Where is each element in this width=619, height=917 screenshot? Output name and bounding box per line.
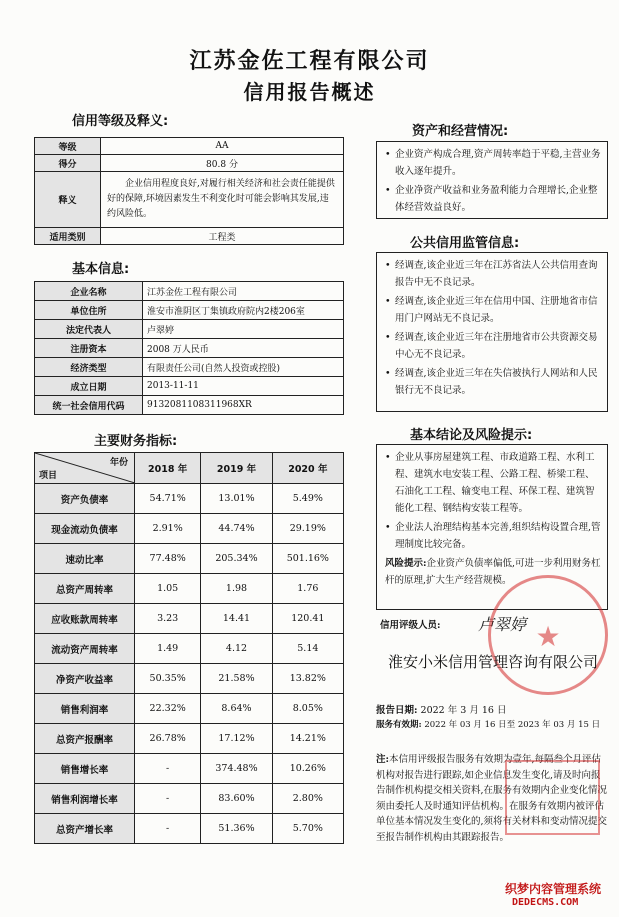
basic-value: 有限责任公司(自然人投资或控股) bbox=[143, 358, 344, 377]
note-text: 本信用评级报告服务有效期为壹年,每隔叁个月评估机构对报告进行跟踪,如企业信息发生变化,请及时向报告制作机构提交相关资料,在服务有效期内企业变化情况须由委托人及时通知评估机构。在服务有效期内被评估单位基本情况发生变化的,须将有关材料和变动情况提交至报告制作机构由其跟踪报告。 bbox=[376, 754, 608, 843]
finance-rows bbox=[35, 484, 344, 844]
finance-row bbox=[35, 754, 344, 784]
basic-value: 卢翠婷 bbox=[143, 320, 344, 339]
report-date-value: 2022 年 3 月 16 日 bbox=[420, 705, 507, 716]
basic-label: 成立日期 bbox=[35, 377, 143, 396]
finance-value: 1.49 bbox=[135, 634, 201, 664]
finance-value: 22.32% bbox=[135, 694, 201, 724]
finance-value: 50.35% bbox=[135, 664, 201, 694]
finance-value: 44.74% bbox=[201, 514, 272, 544]
basic-label: 企业名称 bbox=[35, 282, 143, 301]
credit-section-title: 信用等级及释义: bbox=[72, 114, 169, 129]
finance-value: 5.70% bbox=[272, 814, 343, 844]
finance-value: 5.49% bbox=[272, 484, 343, 514]
finance-row bbox=[35, 694, 344, 724]
finance-row bbox=[35, 544, 344, 574]
risk-text: 企业资产负债率偏低,可进一步利用财务杠杆的原理,扩大生产经营规模。 bbox=[385, 558, 601, 586]
valid-period-value: 2022 年 03 月 16 日至 2023 年 03 月 15 日 bbox=[424, 720, 601, 730]
finance-value: 1.05 bbox=[135, 574, 201, 604]
finance-value: 8.64% bbox=[201, 694, 272, 724]
finance-row bbox=[35, 634, 344, 664]
finance-value: 17.12% bbox=[201, 724, 272, 754]
finance-value: 54.71% bbox=[135, 484, 201, 514]
basic-value: 淮安市淮阴区丁集镇政府院内2楼206室 bbox=[143, 301, 344, 320]
finance-value: 29.19% bbox=[272, 514, 343, 544]
assets-item: • 企业资产构成合理,资产周转率趋于平稳,主营业务收入逐年提升。 bbox=[385, 146, 601, 180]
finance-value: 13.82% bbox=[272, 664, 343, 694]
rating-organization: 淮安小米信用管理咨询有限公司 bbox=[387, 653, 598, 671]
finance-value: - bbox=[135, 754, 201, 784]
finance-value: 120.41 bbox=[272, 604, 343, 634]
finance-row-label: 应收账款周转率 bbox=[35, 604, 135, 634]
assets-box bbox=[376, 141, 608, 219]
finance-value: 26.78% bbox=[135, 724, 201, 754]
basic-info-table bbox=[34, 281, 344, 415]
finance-value: 374.48% bbox=[201, 754, 272, 784]
assets-item: • 企业净资产收益和业务盈利能力合理增长,企业整体经营效益良好。 bbox=[385, 182, 601, 216]
company-title: 江苏金佐工程有限公司 bbox=[189, 49, 430, 74]
finance-row bbox=[35, 484, 344, 514]
basic-value: 9132081108311968XR bbox=[143, 396, 344, 415]
basic-label: 法定代表人 bbox=[35, 320, 143, 339]
finance-value: 14.41 bbox=[201, 604, 272, 634]
company-stamp bbox=[488, 575, 608, 695]
report-date-label: 报告日期: bbox=[376, 705, 418, 716]
finance-value: 8.05% bbox=[272, 694, 343, 724]
credit-meaning-label: 释义 bbox=[35, 172, 101, 228]
credit-grade-label: 等级 bbox=[35, 138, 101, 155]
finance-value: - bbox=[135, 814, 201, 844]
finance-value: - bbox=[135, 784, 201, 814]
conclusion-item: • 企业从事房屋建筑工程、市政道路工程、水利工程、建筑水电安装工程、公路工程、桥梁工程、石油化工工程、输变电工程、环保工程、建筑智能化工程、钢结构安装工程等。 bbox=[385, 449, 601, 517]
basic-label: 经济类型 bbox=[35, 358, 143, 377]
finance-year-header: 2018 年 bbox=[135, 453, 201, 484]
credit-table bbox=[34, 137, 344, 245]
finance-value: 5.14 bbox=[272, 634, 343, 664]
conclusion-item: • 企业法人治理结构基本完善,组织结构设置合理,管理制度比较完备。 bbox=[385, 519, 601, 553]
credit-grade-value: AA bbox=[101, 138, 344, 155]
finance-value: 501.16% bbox=[272, 544, 343, 574]
finance-value: 1.98 bbox=[201, 574, 272, 604]
credit-category-label: 适用类别 bbox=[35, 228, 101, 245]
credit-score-label: 得分 bbox=[35, 155, 101, 172]
finance-value: 205.34% bbox=[201, 544, 272, 574]
finance-row bbox=[35, 784, 344, 814]
rater-signature: 卢翠婷 bbox=[478, 615, 527, 634]
stamp-star-icon: ★ bbox=[535, 620, 561, 653]
note-label: 注: bbox=[376, 754, 390, 765]
finance-row-label: 销售增长率 bbox=[35, 754, 135, 784]
public-box bbox=[376, 252, 608, 412]
valid-period bbox=[376, 718, 600, 730]
finance-value: 2.91% bbox=[135, 514, 201, 544]
public-section-title: 公共信用监管信息: bbox=[410, 236, 520, 251]
basic-value: 江苏金佐工程有限公司 bbox=[143, 282, 344, 301]
assets-section-title: 资产和经营情况: bbox=[412, 124, 509, 139]
watermark-url: DEDECMS.COM bbox=[512, 897, 579, 908]
public-item: • 经调查,该企业近三年在失信被执行人网站和人民银行无不良记录。 bbox=[385, 365, 601, 399]
credit-category-value: 工程类 bbox=[101, 228, 344, 245]
finance-row bbox=[35, 604, 344, 634]
finance-value: 2.80% bbox=[272, 784, 343, 814]
finance-row bbox=[35, 574, 344, 604]
basic-value: 2008 万人民币 bbox=[143, 339, 344, 358]
finance-row-label: 流动资产周转率 bbox=[35, 634, 135, 664]
finance-header-item: 项目 bbox=[39, 471, 58, 481]
watermark-footer: 织梦内容管理系统 bbox=[505, 882, 602, 896]
finance-row bbox=[35, 514, 344, 544]
finance-row-label: 资产负债率 bbox=[35, 484, 135, 514]
credit-score-value: 80.8 分 bbox=[101, 155, 344, 172]
report-date bbox=[376, 702, 506, 716]
finance-row-label: 净资产收益率 bbox=[35, 664, 135, 694]
finance-value: 13.01% bbox=[201, 484, 272, 514]
public-item: • 经调查,该企业近三年在信用中国、注册地省市信用门户网站无不良记录。 bbox=[385, 293, 601, 327]
finance-value: 3.23 bbox=[135, 604, 201, 634]
report-subtitle: 信用报告概述 bbox=[243, 80, 376, 104]
public-item: • 经调查,该企业近三年在注册地省市公共资源交易中心无不良记录。 bbox=[385, 329, 601, 363]
finance-header-corner bbox=[35, 453, 135, 484]
rater-label: 信用评级人员: bbox=[380, 620, 441, 631]
credit-meaning-value: 企业信用程度良好,对履行相关经济和社会责任能提供好的保障,环境因素发生不利变化时可能会影响其发展,违约风险低。 bbox=[101, 172, 344, 228]
finance-section-title: 主要财务指标: bbox=[94, 434, 178, 449]
basic-info-section-title: 基本信息: bbox=[72, 262, 130, 277]
finance-value: 83.60% bbox=[201, 784, 272, 814]
finance-value: 77.48% bbox=[135, 544, 201, 574]
finance-row-label: 现金流动负债率 bbox=[35, 514, 135, 544]
finance-row-label: 销售利润增长率 bbox=[35, 784, 135, 814]
finance-value: 21.58% bbox=[201, 664, 272, 694]
conclusion-section-title: 基本结论及风险提示: bbox=[410, 428, 533, 443]
finance-row bbox=[35, 724, 344, 754]
red-seal bbox=[505, 760, 600, 835]
finance-header-year: 年份 bbox=[109, 458, 128, 468]
finance-row-label: 总资产报酬率 bbox=[35, 724, 135, 754]
finance-value: 14.21% bbox=[272, 724, 343, 754]
basic-label: 统一社会信用代码 bbox=[35, 396, 143, 415]
finance-row-label: 总资产周转率 bbox=[35, 574, 135, 604]
finance-row bbox=[35, 664, 344, 694]
finance-row-label: 速动比率 bbox=[35, 544, 135, 574]
finance-value: 51.36% bbox=[201, 814, 272, 844]
finance-row-label: 销售利润率 bbox=[35, 694, 135, 724]
basic-label: 注册资本 bbox=[35, 339, 143, 358]
finance-value: 1.76 bbox=[272, 574, 343, 604]
finance-table bbox=[34, 452, 344, 844]
basic-value: 2013-11-11 bbox=[143, 377, 344, 396]
public-item: • 经调查,该企业近三年在江苏省法人公共信用查询报告中无不良记录。 bbox=[385, 257, 601, 291]
finance-row-label: 总资产增长率 bbox=[35, 814, 135, 844]
basic-label: 单位住所 bbox=[35, 301, 143, 320]
finance-value: 4.12 bbox=[201, 634, 272, 664]
finance-value: 10.26% bbox=[272, 754, 343, 784]
finance-year-header: 2020 年 bbox=[272, 453, 343, 484]
finance-row bbox=[35, 814, 344, 844]
finance-year-header: 2019 年 bbox=[201, 453, 272, 484]
valid-period-label: 服务有效期: bbox=[376, 720, 422, 730]
risk-label: 风险提示: bbox=[385, 558, 427, 569]
